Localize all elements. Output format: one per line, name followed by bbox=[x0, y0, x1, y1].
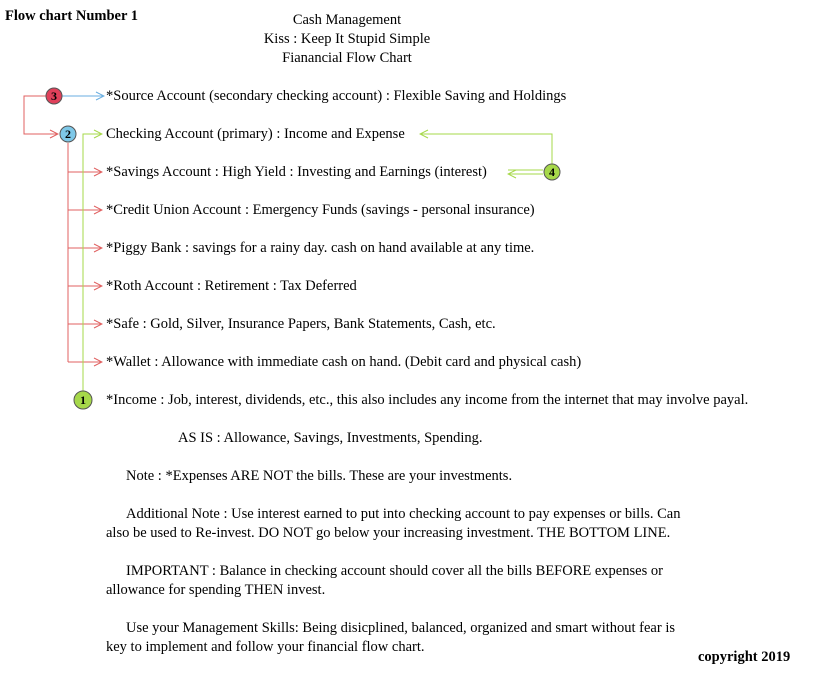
account-source: *Source Account (secondary checking account) : Flexible Saving and Holdings bbox=[106, 88, 567, 104]
node-3 bbox=[46, 88, 62, 104]
node-1-to-checking-connector bbox=[83, 134, 102, 391]
svg-text:3: 3 bbox=[51, 89, 57, 103]
additional-note-line-2: also be used to Re-invest. DO NOT go below your increasing investment. THE BOTTOM LINE. bbox=[106, 525, 671, 541]
account-checking: Checking Account (primary) : Income and Expense bbox=[106, 126, 405, 142]
node-4-to-checking-connector bbox=[420, 134, 552, 164]
account-piggy-bank: *Piggy Bank : savings for a rainy day. cash on hand available at any time. bbox=[106, 240, 535, 256]
additional-note-line-1: Additional Note : Use interest earned to put into checking account to pay expenses or bills. Can bbox=[126, 506, 681, 522]
account-wallet: *Wallet : Allowance with immediate cash on hand. (Debit card and physical cash) bbox=[106, 354, 582, 370]
account-roth: *Roth Account : Retirement : Tax Deferred bbox=[106, 278, 357, 294]
skills-line-1: Use your Management Skills: Being disicplined, balanced, organized and smart without fear is bbox=[126, 620, 675, 636]
svg-text:2: 2 bbox=[65, 127, 71, 141]
account-credit-union: *Credit Union Account : Emergency Funds (savings - personal insurance) bbox=[106, 202, 535, 218]
flow-chart-label: Flow chart Number 1 bbox=[5, 8, 139, 24]
account-savings: *Savings Account : High Yield : Investing and Earnings (interest) bbox=[106, 164, 487, 180]
copyright: copyright 2019 bbox=[698, 649, 791, 665]
title-line-2: Kiss : Keep It Stupid Simple bbox=[263, 31, 431, 47]
svg-text:1: 1 bbox=[80, 393, 86, 407]
node-1 bbox=[74, 391, 92, 409]
title-line-1: Cash Management bbox=[292, 12, 402, 28]
skills-line-2: key to implement and follow your financial flow chart. bbox=[106, 639, 425, 655]
svg-text:4: 4 bbox=[549, 165, 555, 179]
account-safe: *Safe : Gold, Silver, Insurance Papers, Bank Statements, Cash, etc. bbox=[106, 316, 496, 332]
node-4 bbox=[544, 164, 560, 180]
account-income: *Income : Job, interest, dividends, etc., this also includes any income from the internet that may involve payal. bbox=[106, 392, 749, 408]
title-line-3: Fianancial Flow Chart bbox=[282, 50, 412, 66]
as-is-line: AS IS : Allowance, Savings, Investments, Spending. bbox=[178, 430, 483, 446]
important-line-2: allowance for spending THEN invest. bbox=[106, 582, 326, 598]
note-line: Note : *Expenses ARE NOT the bills. These are your investments. bbox=[126, 468, 513, 484]
node-2 bbox=[60, 126, 76, 142]
important-line-1: IMPORTANT : Balance in checking account should cover all the bills BEFORE expenses or bbox=[126, 563, 663, 579]
